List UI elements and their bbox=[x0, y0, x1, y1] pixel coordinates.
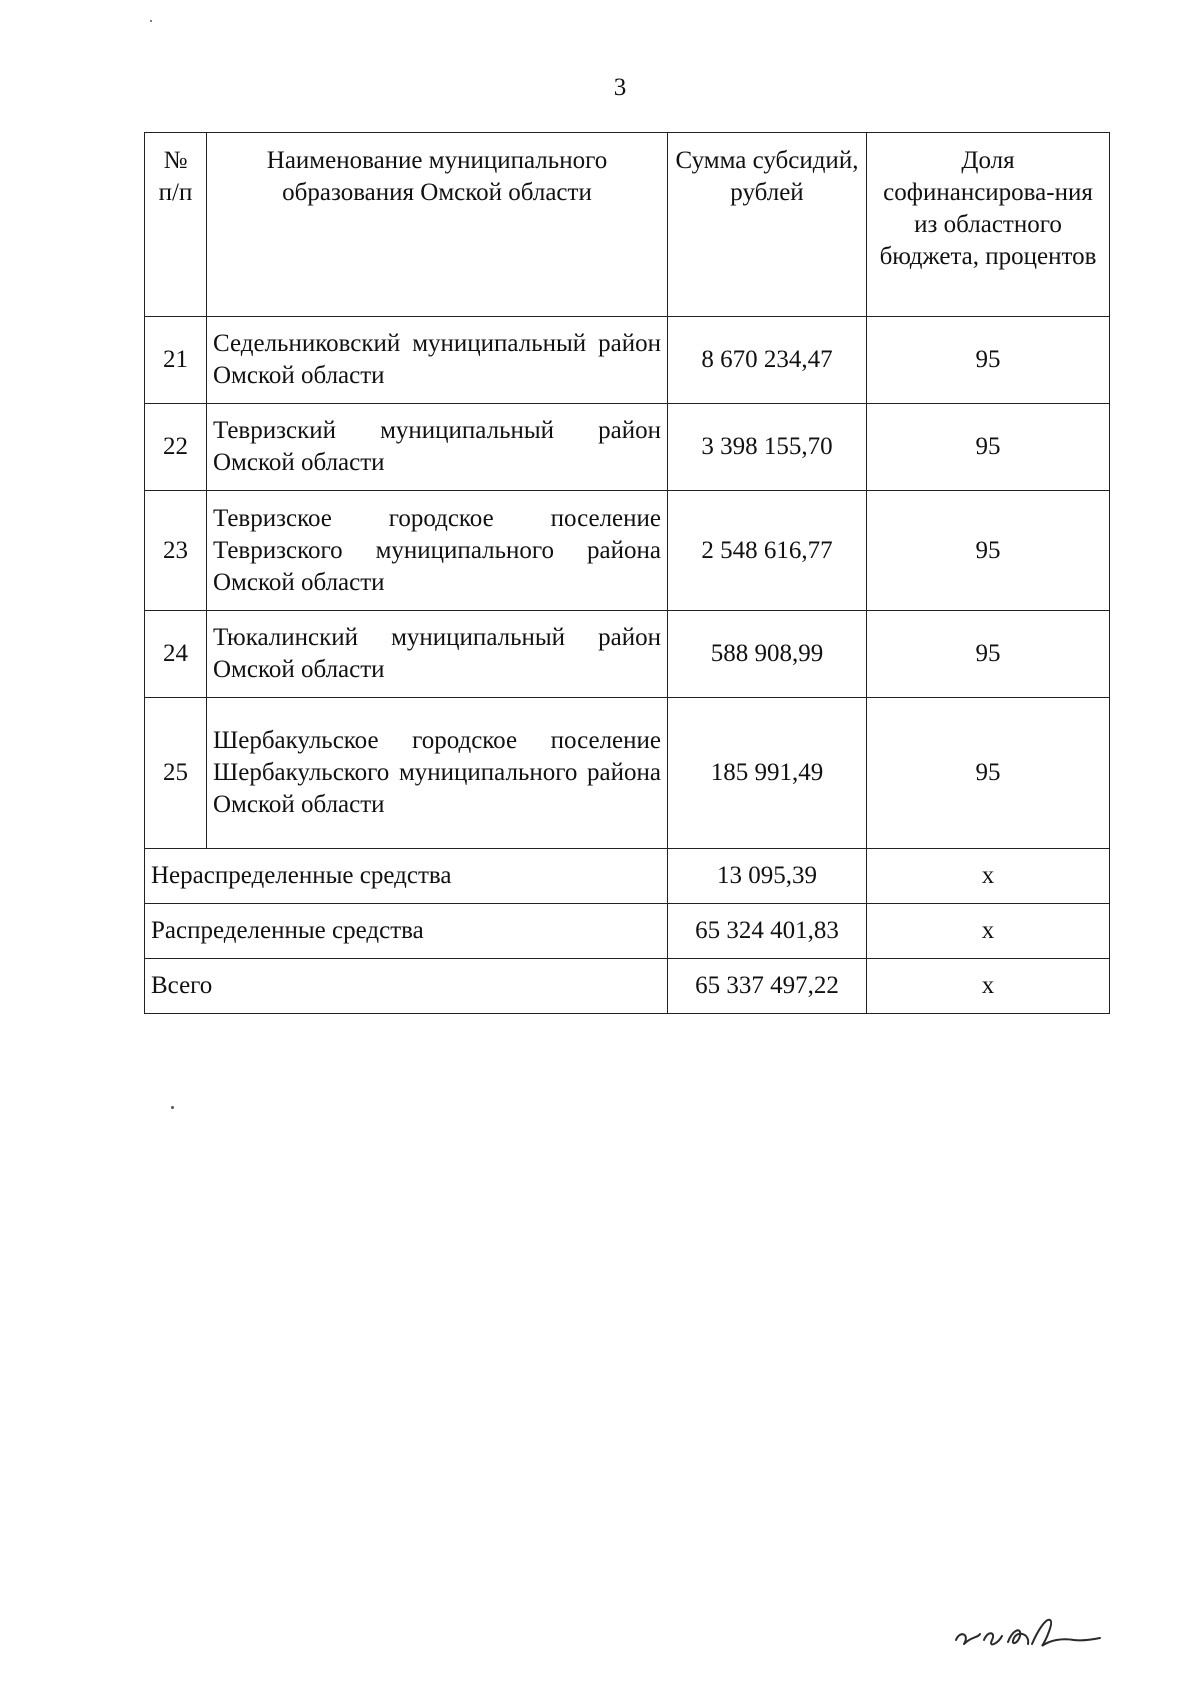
row-name: Тюкалинский муниципальный район Омской области bbox=[207, 611, 668, 698]
handwritten-signature bbox=[950, 1600, 1110, 1660]
table-header-row bbox=[145, 133, 1110, 317]
table-row bbox=[145, 317, 1110, 404]
table-row bbox=[145, 404, 1110, 491]
subsidy-table bbox=[144, 132, 1110, 1014]
row-name: Шербакульское городское поселение Шербакульского муниципального района Омской области bbox=[207, 698, 668, 849]
row-sum: 2 548 616,77 bbox=[668, 491, 867, 611]
row-sum: 588 908,99 bbox=[668, 611, 867, 698]
summary-share: х bbox=[867, 904, 1110, 959]
summary-label: Нераспределенные средства bbox=[145, 849, 668, 904]
row-num: 23 bbox=[145, 491, 207, 611]
page-number: 3 bbox=[613, 74, 627, 101]
table-row bbox=[145, 491, 1110, 611]
row-share: 95 bbox=[867, 317, 1110, 404]
row-share: 95 bbox=[867, 491, 1110, 611]
row-share: 95 bbox=[867, 404, 1110, 491]
summary-sum: 65 337 497,22 bbox=[668, 959, 867, 1014]
row-name: Тевризское городское поселение Тевризского муниципального района Омской области bbox=[207, 491, 668, 611]
header-num: № п/п bbox=[145, 133, 207, 317]
table-row bbox=[145, 611, 1110, 698]
row-num: 21 bbox=[145, 317, 207, 404]
row-name: Седельниковский муниципальный район Омской области bbox=[207, 317, 668, 404]
summary-label: Распределенные средства bbox=[145, 904, 668, 959]
row-name: Тевризский муниципальный район Омской области bbox=[207, 404, 668, 491]
row-share: 95 bbox=[867, 611, 1110, 698]
row-sum: 3 398 155,70 bbox=[668, 404, 867, 491]
summary-label: Всего bbox=[145, 959, 668, 1014]
summary-share: х bbox=[867, 849, 1110, 904]
summary-row-distributed bbox=[145, 904, 1110, 959]
header-share: Доля софинансирова-ния из областного бюджета, процентов bbox=[867, 133, 1110, 317]
row-sum: 185 991,49 bbox=[668, 698, 867, 849]
summary-share: х bbox=[867, 959, 1110, 1014]
summary-sum: 13 095,39 bbox=[668, 849, 867, 904]
row-share: 95 bbox=[867, 698, 1110, 849]
row-num: 25 bbox=[145, 698, 207, 849]
row-num: 24 bbox=[145, 611, 207, 698]
table-row bbox=[145, 698, 1110, 849]
scan-speck bbox=[171, 1106, 174, 1109]
summary-sum: 65 324 401,83 bbox=[668, 904, 867, 959]
row-sum: 8 670 234,47 bbox=[668, 317, 867, 404]
header-sum: Сумма субсидий, рублей bbox=[668, 133, 867, 317]
row-num: 22 bbox=[145, 404, 207, 491]
header-name: Наименование муниципального образования Омской области bbox=[207, 133, 668, 317]
summary-row-undistributed bbox=[145, 849, 1110, 904]
scan-speck bbox=[150, 20, 152, 22]
summary-row-total bbox=[145, 959, 1110, 1014]
